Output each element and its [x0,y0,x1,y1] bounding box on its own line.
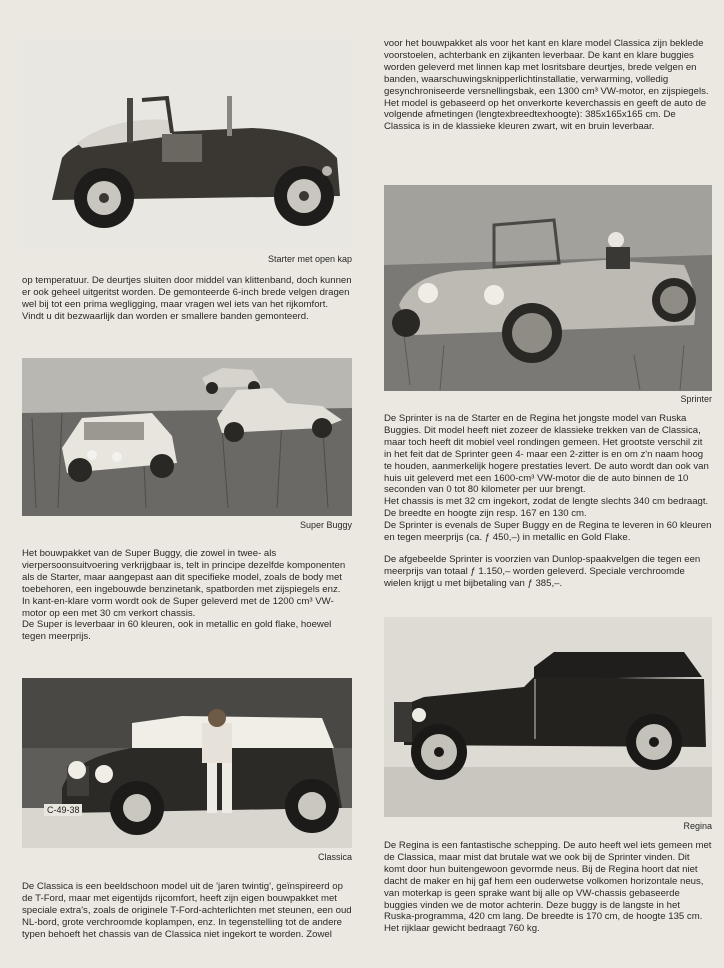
regina-photo [384,617,712,817]
starter-text: op temperatuur. De deurtjes sluiten door middel van klittenband, doch kunnen er ook geheel uitgeritst worden. De gemonteerde 6-inch brede velgen dragen wel bij tot een prima wegligging, maar vragen wel iets van het rijkomfort. Vindt u dit bezwaarlijk dan worden er smallere banden gemonteerd. [22,275,352,322]
super-buggy-text-1: Het bouwpakket van de Super Buggy, die zowel in twee- als vierpersoonsuitvoering verkrijgbaar is, telt in principe dezelfde komponenten als de Starter, maar aangepast aan dit specifieke model, zoals de body met toebehoren, een ingebouwde benzinetank, spatborden met zijspiegels enz. [22,548,346,595]
super-buggy-text-2: In kant-en-klare vorm wordt ook de Super geleverd met de 1200 cm³ VW-motor op een met 30 cm verkort chassis. [22,595,334,619]
sprinter-image [384,185,712,391]
super-buggy-text-3: De Super is leverbaar in 60 kleuren, ook in metallic en gold flake, hoewel tegen meerprijs. [22,619,332,643]
classica-caption: Classica [317,852,352,862]
regina-caption: Regina [683,821,712,831]
super-buggy-caption: Super Buggy [299,520,352,530]
starter-buggy-image [22,38,352,250]
starter-caption: Starter met open kap [267,254,352,264]
classica-paragraph [22,881,352,941]
regina-paragraph [384,840,712,935]
classica-continued-paragraph [384,38,712,133]
super-buggy-paragraph [22,548,352,643]
starter-paragraph [22,275,352,323]
super-buggy-image [22,358,352,516]
starter-photo [22,38,352,250]
sprinter-photo [384,185,712,391]
license-plate: C-49-38 [47,805,80,815]
regina-text: De Regina is een fantastische schepping. De auto heeft wel iets gemeen met de Classica, maar mist dat brutale wat we ook bij de Sprinter vinden. Dit komt door hun buitengewoon gevormde neus. Bij de Regina hoort dat niet dacht de maker en hij gaf hem een ouderwetse volkomen horizontale neus, van moterkap is geen sprake want bij alle op VW-chassis gebaseerde buggies vinden we de motor achterin. Deze buggy is de langste in het Ruska-programma, 420 cm lang. De breedte is 170 cm, de hoogte 135 cm. Het rijklaar gewicht bedraagt 760 kg. [384,840,712,935]
classica-continued-text-1: voor het bouwpakket als voor het kant en klare model Classica zijn beklede voorstoelen, achterbank en zijkanten leverbaar. De kant en klare buggies worden geleverd met linnen kap met losritsbare deurtjes, brede velgen en banden, waarschuwingsknipperlichtinstallatie, verwarming, volledig gesynchroniseerde versnellingsbak, een 1300 cm³ VW-motor, en zijspiegels. [384,38,709,97]
classica-image [22,678,352,848]
classica-photo [22,678,352,848]
classica-continued-text-2: Het model is gebaseerd op het onverkorte keverchassis en geeft de auto de volgende afmetingen (lengtexbreedtexhoogte): 385x165x165 cm. De Classica is in de klassieke kleuren zwart, wit en bruin leverbaar. [384,97,707,133]
sprinter-text-3: De Sprinter is evenals de Super Buggy en de Regina te leveren in 60 kleuren en tegen meerprijs (ca. ƒ 450,–) in metallic en Gold Flake. [384,520,712,544]
regina-image [384,617,712,817]
dunlop-text: De afgebeelde Sprinter is voorzien van Dunlop-spaakvelgen die tegen een meerprijs van totaal ƒ 1.150,– worden geleverd. Speciale verchroomde wielen krijgt u met bijbetaling van ƒ 385,–. [384,553,701,589]
super-buggy-photo [22,358,352,516]
sprinter-text-1: De Sprinter is na de Starter en de Regina het jongste model van Ruska Buggies. Dit model heeft niet zozeer de klassieke trekken van de Classica, maar toch heeft dit mobiel veel rondingen gemeen. Het grootste verschil zit in het feit dat de Sprinter geen 4- maar een 2-zitter is en om z'n naam hoog te houden, aanmerkelijk hogere prestaties levert. De auto wordt dan ook van huis uit geleverd met een 1600-cm³ VW-motor die de auto binnen de 10 seconden van 0 tot 80 kilometer per uur brengt. [384,413,709,496]
sprinter-paragraph [384,413,712,590]
sprinter-caption: Sprinter [680,394,712,404]
classica-text: De Classica is een beeldschoon model uit de 'jaren twintig', geïnspireerd op de T-Ford, maar met eigentijds rijcomfort, heeft zijn eigen bouwpakket met speciale extra's, zoals de originele T-Ford-achterlichten met steunen, een oud NL-bord, grote verchroomde koplampen, enz. In tegenstelling tot de andere typen behoeft het chassis van de Classica niet ingekort te worden. Zowel [22,881,352,940]
sprinter-text-2: Het chassis is met 32 cm ingekort, zodat de lengte slechts 340 cm bedraagt. De breedte en hoogte zijn resp. 167 en 130 cm. [384,496,709,520]
